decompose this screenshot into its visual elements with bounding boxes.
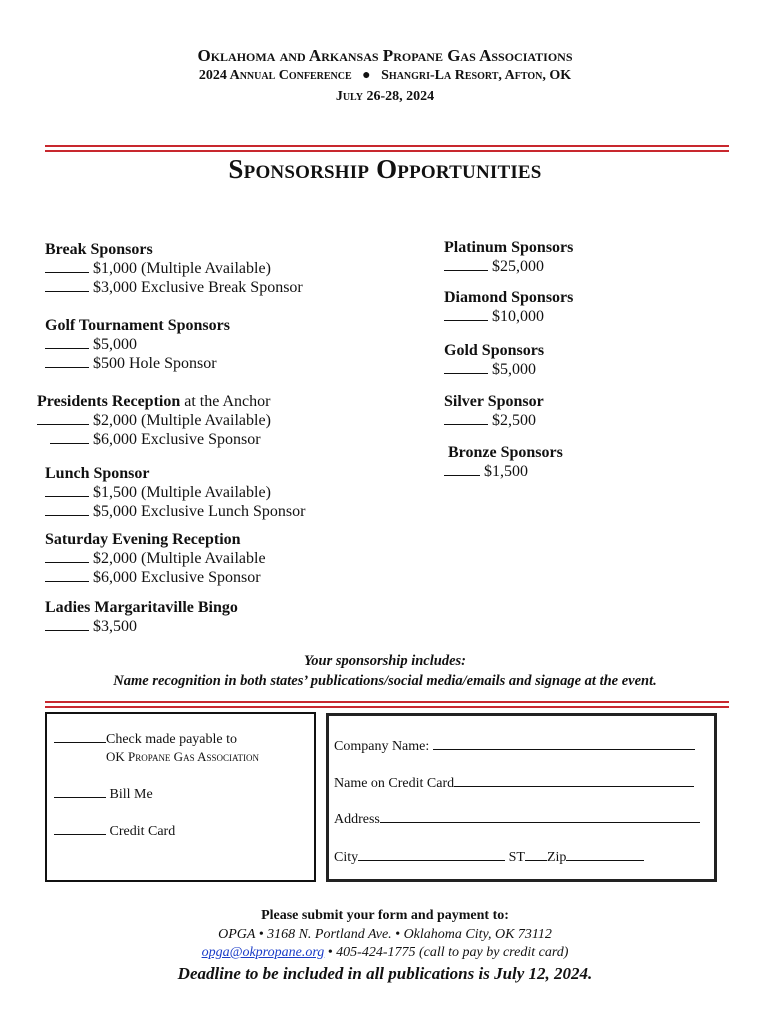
sponsor-option: $6,000 Exclusive Sponsor <box>50 430 271 449</box>
section-heading: Silver Sponsor <box>444 393 544 410</box>
city-state-zip-field[interactable]: City ST Zip <box>334 848 644 866</box>
sponsor-option: $5,000 Exclusive Lunch Sponsor <box>45 502 305 521</box>
sponsor-option: $6,000 Exclusive Sponsor <box>45 568 266 587</box>
address-input[interactable] <box>380 810 700 823</box>
divider-top-2 <box>45 150 729 152</box>
gold-section <box>444 341 544 379</box>
presidents-reception-section <box>37 392 271 449</box>
sponsor-option: $5,000 <box>444 360 544 379</box>
email-link[interactable]: opga@okpropane.org <box>201 945 325 960</box>
platinum-section <box>444 238 573 276</box>
blank-line[interactable] <box>50 431 89 444</box>
blank-line[interactable] <box>54 730 106 743</box>
section-heading: Golf Tournament Sponsors <box>45 317 230 334</box>
divider-top-1 <box>45 145 729 147</box>
diamond-section <box>444 288 573 326</box>
conference-line <box>0 68 770 84</box>
blank-line[interactable] <box>444 308 488 321</box>
blank-line[interactable] <box>45 503 89 516</box>
blank-line[interactable] <box>54 785 106 798</box>
sponsor-option: $2,000 (Multiple Available <box>45 549 266 568</box>
sponsor-option: $3,500 <box>45 617 238 636</box>
blank-line[interactable] <box>45 260 89 273</box>
sponsor-option: $2,000 (Multiple Available) <box>37 411 271 430</box>
blank-line[interactable] <box>37 412 89 425</box>
sponsor-option: $25,000 <box>444 257 573 276</box>
zip-input[interactable] <box>566 848 644 861</box>
conference-dates: July 26-28, 2024 <box>335 89 435 104</box>
section-heading: Break Sponsors <box>45 241 153 258</box>
golf-sponsors-section <box>45 316 230 373</box>
page-title: Sponsorship Opportunities <box>228 154 542 184</box>
sponsor-option: $500 Hole Sponsor <box>45 354 230 373</box>
includes-heading: Your sponsorship includes: <box>304 653 466 669</box>
includes-text: Name recognition in both states’ publications/social media/emails and signage at the event. <box>113 673 657 689</box>
sponsor-option: $1,000 (Multiple Available) <box>45 259 303 278</box>
deadline-notice: Deadline to be included in all publications is July 12, 2024. <box>177 964 593 983</box>
bingo-section <box>45 598 238 636</box>
sponsor-option: $5,000 <box>45 335 230 354</box>
divider-mid-1 <box>45 701 729 703</box>
blank-line[interactable] <box>45 279 89 292</box>
state-input[interactable] <box>525 848 547 861</box>
sponsor-option: $1,500 <box>444 462 563 481</box>
blank-line[interactable] <box>444 258 488 271</box>
blank-line[interactable] <box>444 463 480 476</box>
city-input[interactable] <box>358 848 505 861</box>
section-heading: Saturday Evening Reception <box>45 531 241 548</box>
section-heading: Ladies Margaritaville Bingo <box>45 599 238 616</box>
break-sponsors-section <box>45 240 303 297</box>
divider-mid-2 <box>45 706 729 708</box>
blank-line[interactable] <box>45 355 89 368</box>
section-heading: Diamond Sponsors <box>444 289 574 306</box>
check-option: Check made payable to <box>54 730 237 748</box>
section-heading: Gold Sponsors <box>444 342 545 359</box>
phone-text: • 405-424-1775 (call to pay by credit card) <box>324 945 569 960</box>
conference-name: 2024 Annual Conference <box>198 68 352 83</box>
contact-line <box>0 945 770 961</box>
name-on-card-input[interactable] <box>454 774 694 787</box>
sponsor-option: $1,500 (Multiple Available) <box>45 483 305 502</box>
company-name-input[interactable] <box>433 737 695 750</box>
payment-method-box <box>45 712 316 882</box>
bill-me-option: Bill Me <box>54 785 153 803</box>
bronze-section <box>444 443 563 481</box>
sponsor-option: $3,000 Exclusive Break Sponsor <box>45 278 303 297</box>
company-name-field[interactable]: Company Name: <box>334 737 695 755</box>
blank-line[interactable] <box>45 484 89 497</box>
sponsor-option: $2,500 <box>444 411 544 430</box>
submit-instructions: Please submit your form and payment to: <box>261 908 509 923</box>
venue: Shangri-La Resort, Afton, OK <box>381 68 572 83</box>
blank-line[interactable] <box>45 336 89 349</box>
blank-line[interactable] <box>45 569 89 582</box>
blank-line[interactable] <box>444 361 488 374</box>
section-heading: Platinum Sponsors <box>444 239 574 256</box>
section-heading: Lunch Sponsor <box>45 465 150 482</box>
blank-line[interactable] <box>45 550 89 563</box>
lunch-sponsor-section <box>45 464 305 521</box>
section-heading: Bronze Sponsors <box>448 444 563 461</box>
contact-info-box <box>326 713 717 882</box>
address-field[interactable]: Address <box>334 810 700 828</box>
section-heading: Presidents Reception at the Anchor <box>37 393 271 410</box>
sponsor-option: $10,000 <box>444 307 573 326</box>
credit-card-option: Credit Card <box>54 822 175 840</box>
org-name: Oklahoma and Arkansas Propane Gas Associations <box>197 46 573 65</box>
name-on-card-field[interactable]: Name on Credit Card <box>334 774 694 792</box>
blank-line[interactable] <box>54 822 106 835</box>
bullet-separator: ● <box>362 68 371 83</box>
blank-line[interactable] <box>444 412 488 425</box>
silver-section <box>444 392 544 430</box>
mailing-address: OPGA • 3168 N. Portland Ave. • Oklahoma City, OK 73112 <box>218 927 552 942</box>
check-payee: OK Propane Gas Association <box>106 749 260 764</box>
saturday-reception-section <box>45 530 266 587</box>
blank-line[interactable] <box>45 618 89 631</box>
